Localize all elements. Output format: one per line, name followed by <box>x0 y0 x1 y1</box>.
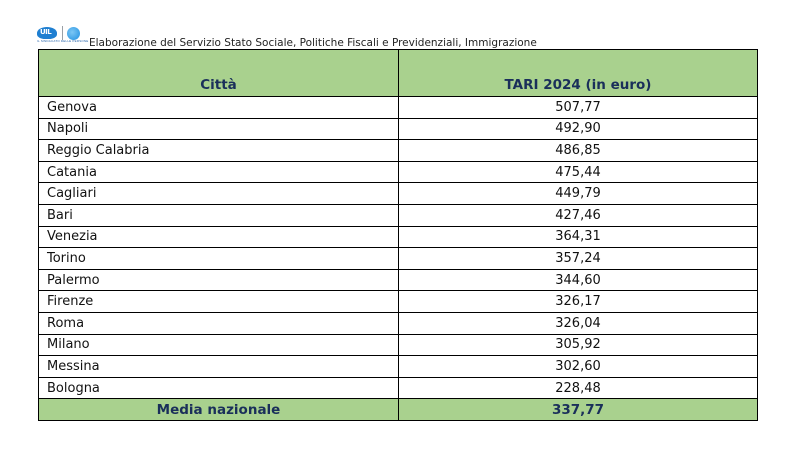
table-row <box>39 183 758 205</box>
tari-value-cell: 427,46 <box>399 204 758 226</box>
table-row <box>39 161 758 183</box>
table-row <box>39 140 758 162</box>
footer-value: 337,77 <box>399 399 758 421</box>
logo-text: UIL <box>40 28 52 36</box>
tari-value-cell: 228,48 <box>399 377 758 399</box>
table-row <box>39 248 758 270</box>
table-row <box>39 312 758 334</box>
circle-icon <box>67 27 80 40</box>
city-cell: Firenze <box>39 291 399 313</box>
city-cell: Palermo <box>39 269 399 291</box>
table-header-row <box>39 50 758 97</box>
table-row <box>39 118 758 140</box>
tari-value-cell: 344,60 <box>399 269 758 291</box>
city-cell: Messina <box>39 356 399 378</box>
column-header-tari: TARI 2024 (in euro) <box>399 50 758 97</box>
city-cell: Milano <box>39 334 399 356</box>
table-row <box>39 356 758 378</box>
tari-value-cell: 302,60 <box>399 356 758 378</box>
tari-value-cell: 357,24 <box>399 248 758 270</box>
tari-value-cell: 492,90 <box>399 118 758 140</box>
city-cell: Genova <box>39 97 399 119</box>
city-cell: Cagliari <box>39 183 399 205</box>
tari-table <box>38 49 758 421</box>
document-subtitle: Elaborazione del Servizio Stato Sociale, Politiche Fiscali e Previdenziali, Immigrazione <box>89 37 537 49</box>
tari-value-cell: 449,79 <box>399 183 758 205</box>
tari-value-cell: 507,77 <box>399 97 758 119</box>
city-cell: Roma <box>39 312 399 334</box>
table-row <box>39 334 758 356</box>
city-cell: Bologna <box>39 377 399 399</box>
footer-label: Media nazionale <box>39 399 399 421</box>
city-cell: Torino <box>39 248 399 270</box>
logo-divider <box>62 26 63 40</box>
table-row <box>39 291 758 313</box>
city-cell: Reggio Calabria <box>39 140 399 162</box>
city-cell: Napoli <box>39 118 399 140</box>
table-row <box>39 269 758 291</box>
table-row <box>39 226 758 248</box>
tari-value-cell: 475,44 <box>399 161 758 183</box>
table-body <box>39 97 758 399</box>
header-logo <box>37 22 89 44</box>
city-cell: Bari <box>39 204 399 226</box>
table-row <box>39 97 758 119</box>
city-cell: Venezia <box>39 226 399 248</box>
tari-value-cell: 364,31 <box>399 226 758 248</box>
column-header-city: Città <box>39 50 399 97</box>
tari-value-cell: 326,04 <box>399 312 758 334</box>
table-row <box>39 377 758 399</box>
tari-value-cell: 486,85 <box>399 140 758 162</box>
tari-value-cell: 305,92 <box>399 334 758 356</box>
tari-value-cell: 326,17 <box>399 291 758 313</box>
table-footer-row <box>39 399 758 421</box>
table-row <box>39 204 758 226</box>
city-cell: Catania <box>39 161 399 183</box>
logo-subtitle: IL SINDACATO DELLE PERSONE <box>37 39 89 43</box>
